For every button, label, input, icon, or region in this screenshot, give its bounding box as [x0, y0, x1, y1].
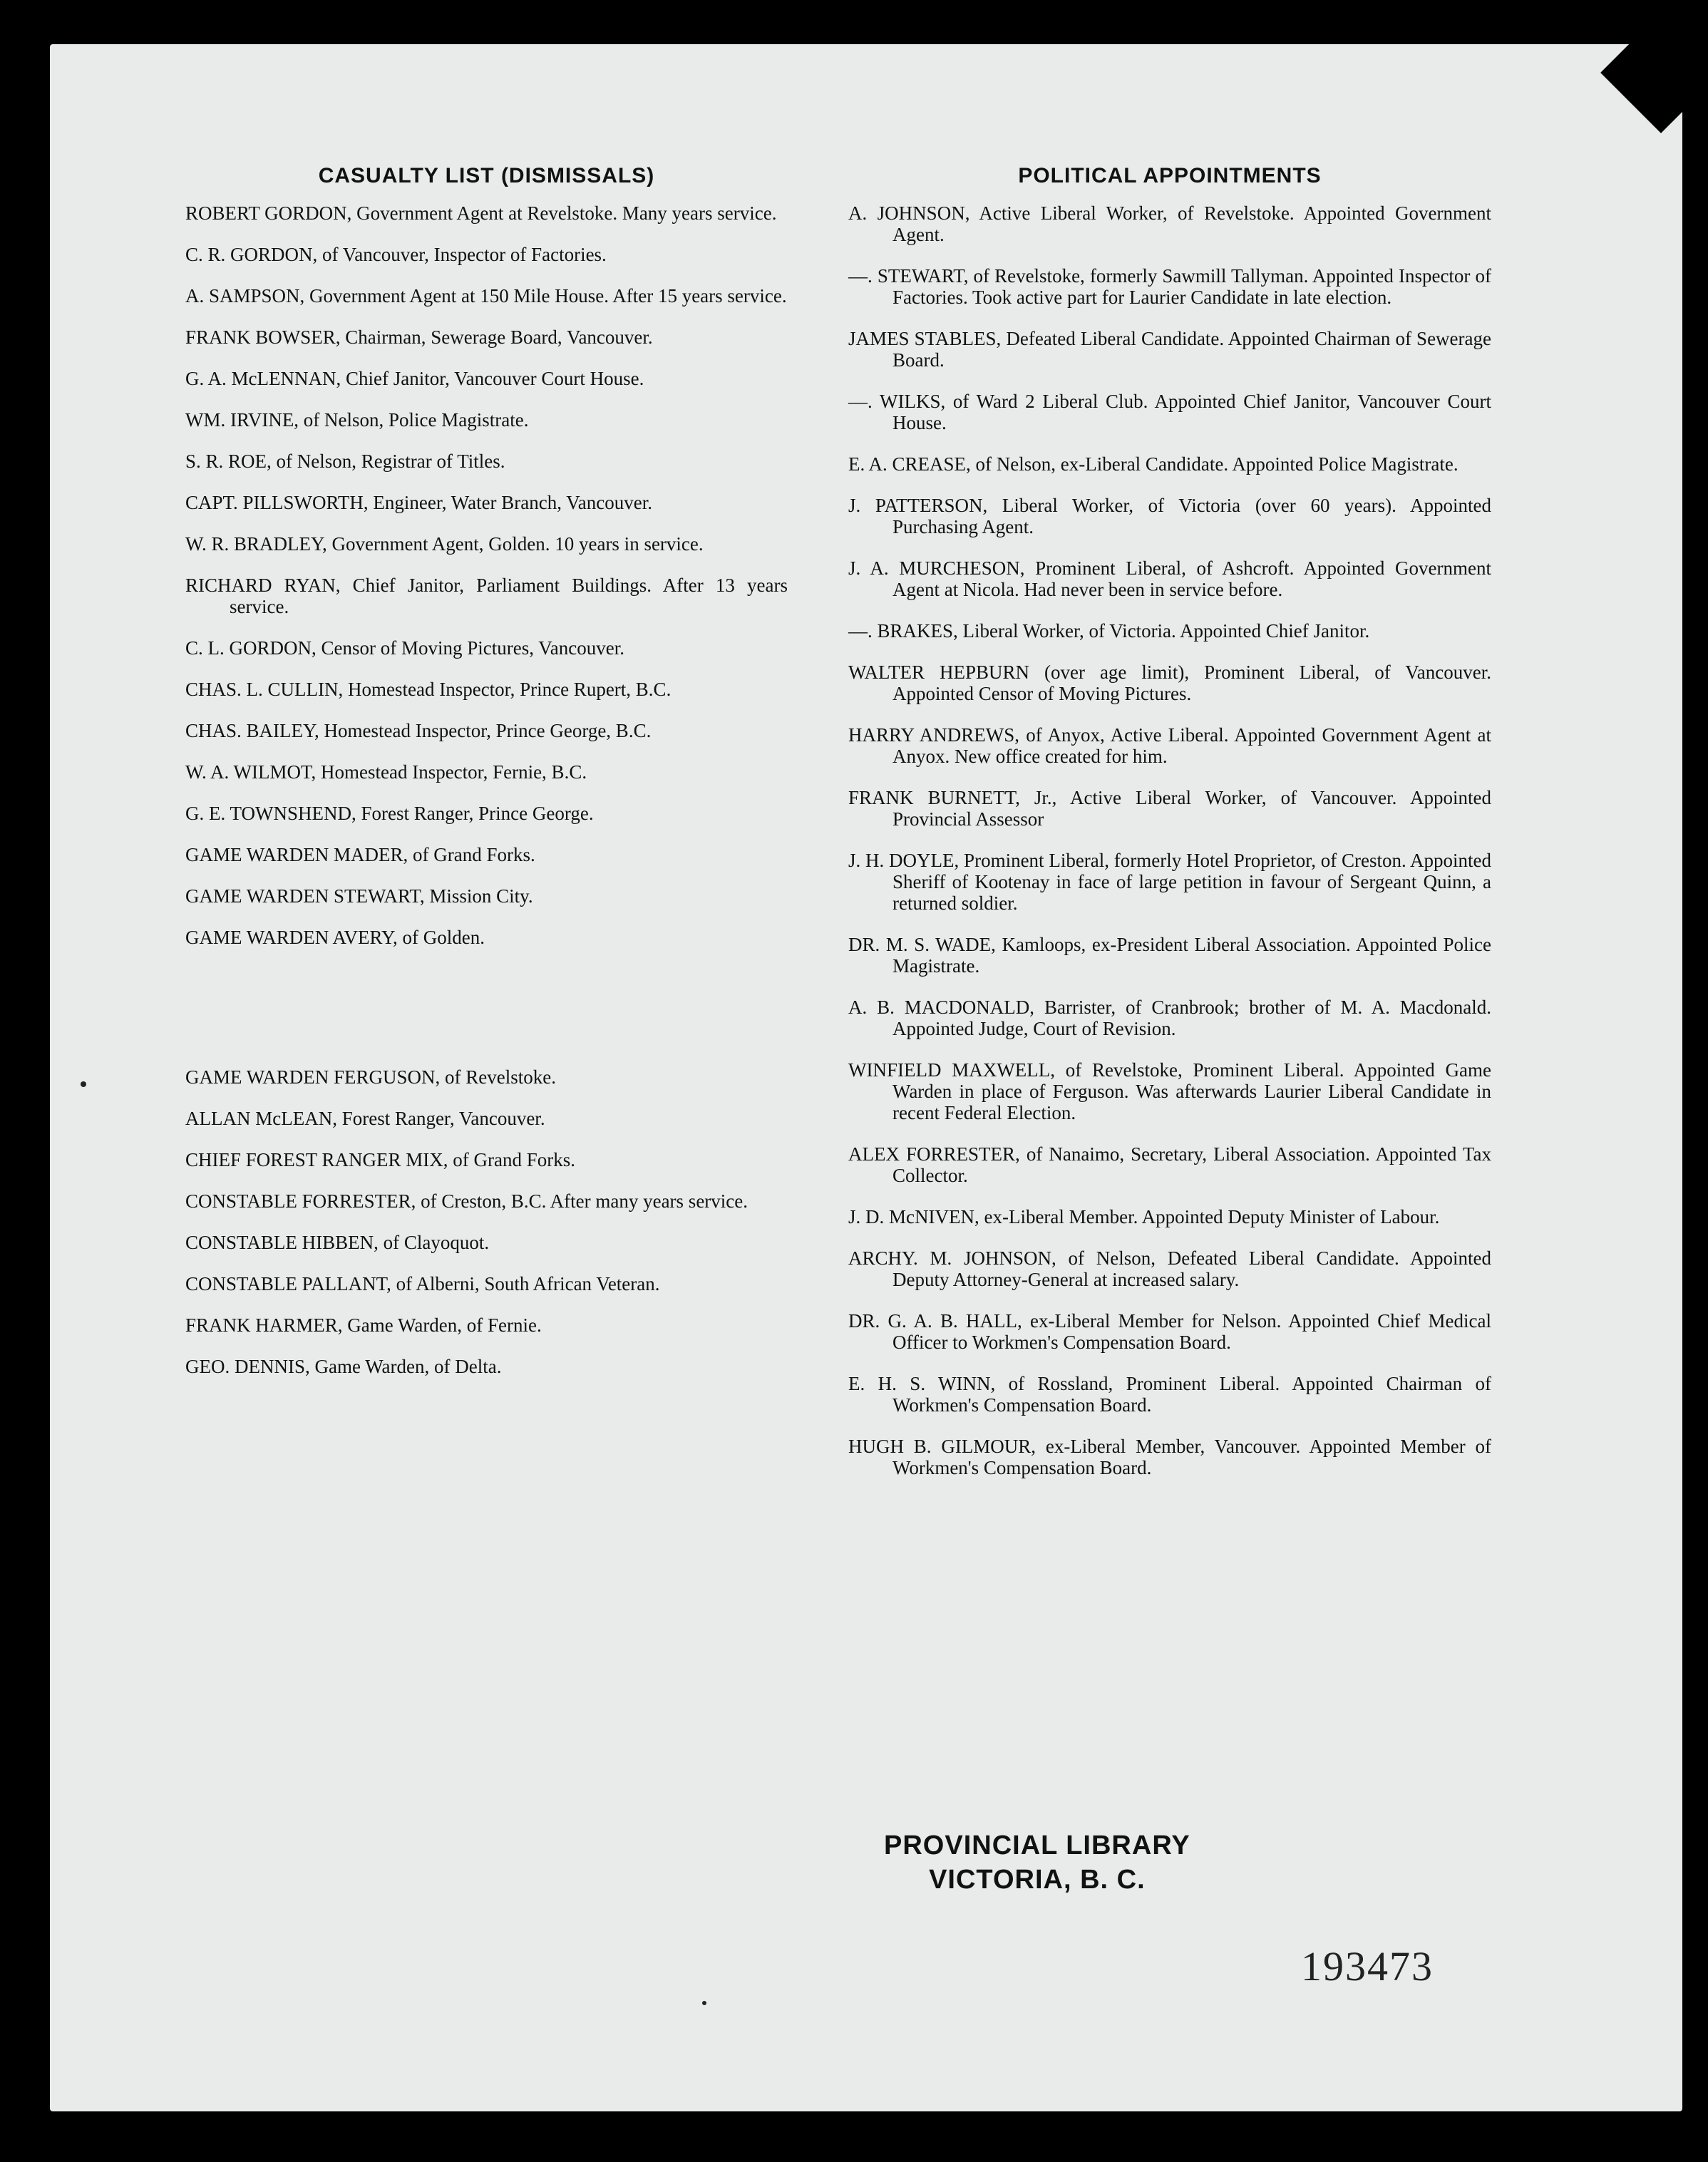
list-item: J. H. DOYLE, Prominent Liberal, formerly Hotel Proprietor, of Creston. Appointed Sheriff of Kootenay in face of large petition in favour of Sergeant Quinn, a returned soldier. — [848, 850, 1491, 914]
list-item: GAME WARDEN STEWART, Mission City. — [185, 885, 533, 907]
list-item: G. E. TOWNSHEND, Forest Ranger, Prince George. — [185, 803, 594, 824]
list-item: ROBERT GORDON, Government Agent at Revelstoke. Many years service. — [185, 202, 777, 224]
list-item: W. A. WILMOT, Homestead Inspector, Fernie, B.C. — [185, 761, 587, 783]
library-stamp — [884, 1828, 1190, 1897]
casualty-list-column — [185, 164, 788, 1397]
column-gap — [185, 968, 788, 1066]
casualty-list-entries-continued — [185, 1066, 788, 1377]
political-appointments-column — [848, 164, 1491, 1498]
political-appointments-heading: POLITICAL APPOINTMENTS — [1018, 164, 1322, 187]
list-item: DR. M. S. WADE, Kamloops, ex-President Liberal Association. Appointed Police Magistrate. — [848, 934, 1491, 977]
list-item: E. A. CREASE, of Nelson, ex-Liberal Candidate. Appointed Police Magistrate. — [848, 453, 1459, 475]
list-item: WALTER HEPBURN (over age limit), Prominent Liberal, of Vancouver. Appointed Censor of Moving Pictures. — [848, 662, 1491, 704]
list-item: C. R. GORDON, of Vancouver, Inspector of Factories. — [185, 244, 607, 265]
speck — [81, 1081, 86, 1087]
list-item: J. A. MURCHESON, Prominent Liberal, of Ashcroft. Appointed Government Agent at Nicola. Had never been in service before. — [848, 557, 1491, 600]
list-item: E. H. S. WINN, of Rossland, Prominent Liberal. Appointed Chairman of Workmen's Compensation Board. — [848, 1373, 1491, 1416]
list-item: A. SAMPSON, Government Agent at 150 Mile House. After 15 years service. — [185, 285, 787, 307]
list-item: GEO. DENNIS, Game Warden, of Delta. — [185, 1356, 502, 1377]
stamp-line-2: VICTORIA, B. C. — [929, 1865, 1146, 1895]
accession-number: 193473 — [1301, 1943, 1434, 1989]
list-item: G. A. McLENNAN, Chief Janitor, Vancouver Court House. — [185, 368, 644, 389]
list-item: —. BRAKES, Liberal Worker, of Victoria. Appointed Chief Janitor. — [848, 620, 1370, 642]
list-item: DR. G. A. B. HALL, ex-Liberal Member for Nelson. Appointed Chief Medical Officer to Workmen's Compensation Board. — [848, 1310, 1491, 1353]
list-item: W. R. BRADLEY, Government Agent, Golden. 10 years in service. — [185, 533, 704, 555]
list-item: HUGH B. GILMOUR, ex-Liberal Member, Vancouver. Appointed Member of Workmen's Compensation Board. — [848, 1436, 1491, 1478]
list-item: WINFIELD MAXWELL, of Revelstoke, Prominent Liberal. Appointed Game Warden in place of Ferguson. Was afterwards Laurier Liberal Candidate in recent Federal Election. — [848, 1059, 1491, 1123]
political-appointments-entries — [848, 202, 1491, 1478]
list-item: JAMES STABLES, Defeated Liberal Candidate. Appointed Chairman of Sewerage Board. — [848, 328, 1491, 371]
list-item: CHIEF FOREST RANGER MIX, of Grand Forks. — [185, 1149, 576, 1170]
list-item: J. D. McNIVEN, ex-Liberal Member. Appointed Deputy Minister of Labour. — [848, 1206, 1440, 1227]
list-item: CONSTABLE PALLANT, of Alberni, South African Veteran. — [185, 1273, 660, 1294]
list-item: FRANK HARMER, Game Warden, of Fernie. — [185, 1314, 542, 1336]
list-item: GAME WARDEN FERGUSON, of Revelstoke. — [185, 1066, 556, 1088]
list-item: RICHARD RYAN, Chief Janitor, Parliament Buildings. After 13 years service. — [185, 575, 788, 617]
list-item: CHAS. BAILEY, Homestead Inspector, Prince George, B.C. — [185, 720, 652, 741]
list-item: C. L. GORDON, Censor of Moving Pictures, Vancouver. — [185, 637, 624, 659]
list-item: S. R. ROE, of Nelson, Registrar of Titles. — [185, 451, 505, 472]
list-item: HARRY ANDREWS, of Anyox, Active Liberal. Appointed Government Agent at Anyox. New office created for him. — [848, 724, 1491, 767]
list-item: —. STEWART, of Revelstoke, formerly Sawmill Tallyman. Appointed Inspector of Factories. Took active part for Laurier Candidate in late election. — [848, 265, 1491, 308]
list-item: A. B. MACDONALD, Barrister, of Cranbrook; brother of M. A. Macdonald. Appointed Judge, Court of Revision. — [848, 997, 1491, 1039]
list-item: J. PATTERSON, Liberal Worker, of Victoria (over 60 years). Appointed Purchasing Agent. — [848, 495, 1491, 537]
list-item: WM. IRVINE, of Nelson, Police Magistrate. — [185, 409, 529, 431]
list-item: FRANK BURNETT, Jr., Active Liberal Worker, of Vancouver. Appointed Provincial Assessor — [848, 787, 1491, 830]
list-item: FRANK BOWSER, Chairman, Sewerage Board, Vancouver. — [185, 326, 653, 348]
stamp-line-1: PROVINCIAL LIBRARY — [884, 1831, 1190, 1860]
list-item: —. WILKS, of Ward 2 Liberal Club. Appointed Chief Janitor, Vancouver Court House. — [848, 391, 1491, 433]
list-item: GAME WARDEN AVERY, of Golden. — [185, 927, 485, 948]
casualty-list-heading: CASUALTY LIST (DISMISSALS) — [318, 164, 655, 187]
list-item: ALEX FORRESTER, of Nanaimo, Secretary, Liberal Association. Appointed Tax Collector. — [848, 1143, 1491, 1186]
list-item: GAME WARDEN MADER, of Grand Forks. — [185, 844, 535, 865]
list-item: CONSTABLE FORRESTER, of Creston, B.C. After many years service. — [185, 1190, 748, 1212]
speck — [702, 2001, 706, 2005]
list-item: ARCHY. M. JOHNSON, of Nelson, Defeated Liberal Candidate. Appointed Deputy Attorney-General at increased salary. — [848, 1247, 1491, 1290]
casualty-list-entries — [185, 202, 788, 948]
list-item: ALLAN McLEAN, Forest Ranger, Vancouver. — [185, 1108, 545, 1129]
list-item: CAPT. PILLSWORTH, Engineer, Water Branch, Vancouver. — [185, 492, 652, 513]
list-item: CONSTABLE HIBBEN, of Clayoquot. — [185, 1232, 490, 1253]
list-item: A. JOHNSON, Active Liberal Worker, of Revelstoke. Appointed Government Agent. — [848, 202, 1491, 245]
list-item: CHAS. L. CULLIN, Homestead Inspector, Prince Rupert, B.C. — [185, 679, 672, 700]
